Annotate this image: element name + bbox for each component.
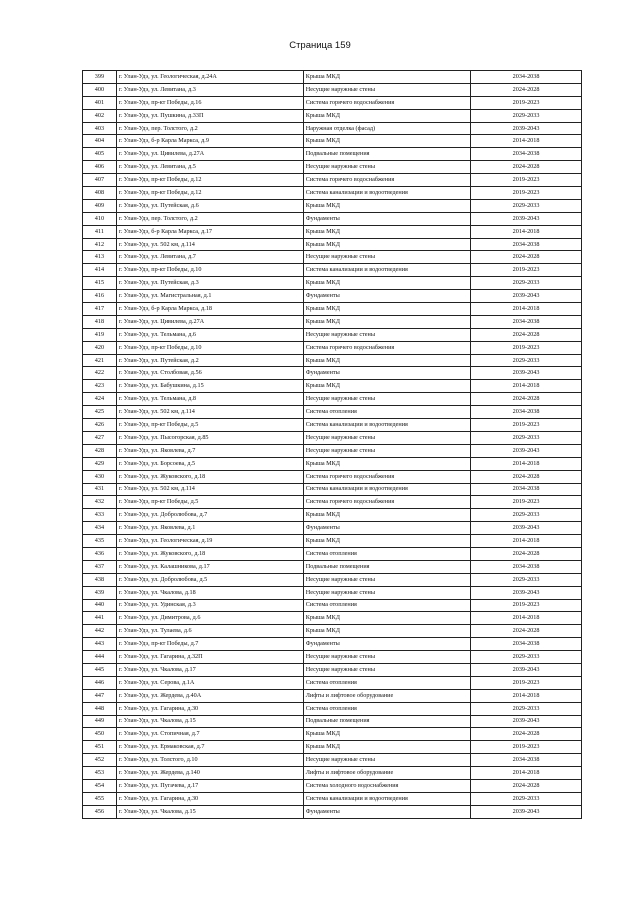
address-cell: г. Улан-Удэ, ул. Левитана, д.5 [116,161,303,174]
work-type-cell: Крыша МКД [303,741,470,754]
table-row [83,496,582,509]
period-cell: 2024-2028 [471,251,582,264]
period-cell: 2039-2043 [471,444,582,457]
row-number-cell: 433 [83,509,117,522]
work-type-cell: Фундаменты [303,367,470,380]
work-type-cell: Несущие наружные стены [303,754,470,767]
work-type-cell: Крыша МКД [303,509,470,522]
row-number-cell: 445 [83,663,117,676]
period-cell: 2039-2043 [471,290,582,303]
work-type-cell: Несущие наружные стены [303,328,470,341]
address-cell: г. Улан-Удэ, ул. Тулаева, д.6 [116,625,303,638]
period-cell: 2034-2038 [471,238,582,251]
row-number-cell: 404 [83,135,117,148]
row-number-cell: 442 [83,625,117,638]
work-type-cell: Крыша МКД [303,71,470,84]
address-cell: г. Улан-Удэ, ул. Путейская, д.3 [116,277,303,290]
row-number-cell: 438 [83,573,117,586]
address-cell: г. Улан-Удэ, б-р Карла Маркса, д.18 [116,303,303,316]
table-row [83,663,582,676]
work-type-cell: Система горячего водоснабжения [303,496,470,509]
table-row [83,792,582,805]
address-cell: г. Улан-Удэ, ул. Яковлева, д.7 [116,444,303,457]
address-cell: г. Улан-Удэ, ул. Пугачева, д.17 [116,779,303,792]
address-cell: г. Улан-Удэ, ул. Путейская, д.6 [116,199,303,212]
table-row [83,174,582,187]
row-number-cell: 409 [83,199,117,212]
address-cell: г. Улан-Удэ, ул. Столбовая, д.56 [116,367,303,380]
table-row [83,264,582,277]
row-number-cell: 435 [83,535,117,548]
period-cell: 2024-2028 [471,393,582,406]
address-cell: г. Улан-Удэ, ул. Геологическая, д.24А [116,71,303,84]
row-number-cell: 455 [83,792,117,805]
table-row [83,586,582,599]
address-cell: г. Улан-Удэ, ул. Левитана, д.3 [116,83,303,96]
address-cell: г. Улан-Удэ, ул. Чкалова, д.15 [116,715,303,728]
table-row [83,96,582,109]
address-cell: г. Улан-Удэ, ул. Стопичная, д.7 [116,728,303,741]
table-row [83,638,582,651]
row-number-cell: 420 [83,341,117,354]
row-number-cell: 422 [83,367,117,380]
work-type-cell: Несущие наружные стены [303,651,470,664]
table-row [83,161,582,174]
table-row [83,328,582,341]
table-row [83,238,582,251]
table-row [83,212,582,225]
table-row [83,728,582,741]
address-cell: г. Улан-Удэ, пр-кт Победы, д.16 [116,96,303,109]
address-cell: г. Улан-Удэ, ул. Добролюбова, д.7 [116,509,303,522]
period-cell: 2029-2033 [471,354,582,367]
table-row [83,754,582,767]
period-cell: 2019-2023 [471,187,582,200]
row-number-cell: 446 [83,676,117,689]
row-number-cell: 413 [83,251,117,264]
table-row [83,779,582,792]
work-type-cell: Крыша МКД [303,380,470,393]
address-cell: г. Улан-Удэ, ул. Цивилева, д.27А [116,315,303,328]
row-number-cell: 406 [83,161,117,174]
table-row [83,676,582,689]
row-number-cell: 447 [83,689,117,702]
table-row [83,573,582,586]
address-cell: г. Улан-Удэ, ул. Серова, д.1А [116,676,303,689]
row-number-cell: 450 [83,728,117,741]
address-cell: г. Улан-Удэ, ул. Геологическая, д.19 [116,535,303,548]
period-cell: 2039-2043 [471,522,582,535]
table-row [83,509,582,522]
period-cell: 2019-2023 [471,496,582,509]
address-cell: г. Улан-Удэ, ул. Гагарина, д.30 [116,702,303,715]
period-cell: 2034-2038 [471,560,582,573]
work-type-cell: Наружная отделка (фасад) [303,122,470,135]
work-type-cell: Крыша МКД [303,625,470,638]
table-row [83,805,582,818]
period-cell: 2014-2018 [471,612,582,625]
work-type-cell: Крыша МКД [303,238,470,251]
row-number-cell: 412 [83,238,117,251]
period-cell: 2034-2038 [471,315,582,328]
work-type-cell: Система канализации и водоотведения [303,483,470,496]
row-number-cell: 448 [83,702,117,715]
work-type-cell: Несущие наружные стены [303,573,470,586]
row-number-cell: 419 [83,328,117,341]
period-cell: 2024-2028 [471,779,582,792]
table-row [83,380,582,393]
table-row [83,135,582,148]
period-cell: 2029-2033 [471,651,582,664]
table-row [83,367,582,380]
work-type-cell: Фундаменты [303,212,470,225]
row-number-cell: 408 [83,187,117,200]
work-type-cell: Крыша МКД [303,135,470,148]
address-cell: г. Улан-Удэ, пр-кт Победы, д.5 [116,419,303,432]
period-cell: 2034-2038 [471,406,582,419]
period-cell: 2024-2028 [471,161,582,174]
row-number-cell: 427 [83,431,117,444]
row-number-cell: 449 [83,715,117,728]
address-cell: г. Улан-Удэ, ул. Бабушкина, д.15 [116,380,303,393]
row-number-cell: 402 [83,109,117,122]
table-row [83,148,582,161]
table-row [83,689,582,702]
row-number-cell: 429 [83,457,117,470]
table-row [83,315,582,328]
table-row [83,599,582,612]
work-type-cell: Лифты и лифтовое оборудование [303,767,470,780]
period-cell: 2014-2018 [471,303,582,316]
period-cell: 2039-2043 [471,715,582,728]
table-row [83,535,582,548]
period-cell: 2019-2023 [471,676,582,689]
address-cell: г. Улан-Удэ, пр-кт Победы, д.12 [116,174,303,187]
period-cell: 2034-2038 [471,754,582,767]
row-number-cell: 456 [83,805,117,818]
row-number-cell: 441 [83,612,117,625]
address-cell: г. Улан-Удэ, ул. 502 км, д.114 [116,406,303,419]
row-number-cell: 437 [83,560,117,573]
address-cell: г. Улан-Удэ, ул. Пушкина, д.33П [116,109,303,122]
row-number-cell: 405 [83,148,117,161]
row-number-cell: 415 [83,277,117,290]
table-row [83,767,582,780]
table-row [83,612,582,625]
period-cell: 2029-2033 [471,109,582,122]
row-number-cell: 431 [83,483,117,496]
page-title: Страница 159 [289,40,351,51]
work-type-cell: Несущие наружные стены [303,586,470,599]
work-type-cell: Несущие наружные стены [303,251,470,264]
table-row [83,625,582,638]
address-cell: г. Улан-Удэ, ул. Чкалова, д.15 [116,805,303,818]
table-row [83,290,582,303]
table-row [83,470,582,483]
address-cell: г. Улан-Удэ, ул. Цивилева, д.27А [116,148,303,161]
period-cell: 2024-2028 [471,83,582,96]
work-type-cell: Несущие наружные стены [303,431,470,444]
table-row [83,547,582,560]
period-cell: 2024-2028 [471,728,582,741]
work-type-cell: Система холодного водоснабжения [303,779,470,792]
address-cell: г. Улан-Удэ, ул. Димитрова, д.6 [116,612,303,625]
table-row [83,522,582,535]
period-cell: 2034-2038 [471,483,582,496]
address-cell: г. Улан-Удэ, ул. 502 км, д.114 [116,238,303,251]
work-type-cell: Фундаменты [303,522,470,535]
work-type-cell: Система горячего водоснабжения [303,341,470,354]
work-type-cell: Крыша МКД [303,457,470,470]
table-row [83,560,582,573]
row-number-cell: 410 [83,212,117,225]
address-cell: г. Улан-Удэ, ул. 502 км, д.114 [116,483,303,496]
table-row [83,199,582,212]
address-cell: г. Улан-Удэ, ул. Жердева, д.40А [116,689,303,702]
address-cell: г. Улан-Удэ, ул. Калашникова, д.17 [116,560,303,573]
table-row [83,251,582,264]
work-type-cell: Несущие наружные стены [303,161,470,174]
work-type-cell: Несущие наружные стены [303,663,470,676]
period-cell: 2034-2038 [471,148,582,161]
work-type-cell: Подвальные помещения [303,715,470,728]
period-cell: 2029-2033 [471,277,582,290]
period-cell: 2039-2043 [471,367,582,380]
row-number-cell: 421 [83,354,117,367]
row-number-cell: 426 [83,419,117,432]
address-cell: г. Улан-Удэ, ул. Левитана, д.7 [116,251,303,264]
row-number-cell: 416 [83,290,117,303]
table-row [83,109,582,122]
address-cell: г. Улан-Удэ, ул. Тельмана, д.8 [116,393,303,406]
row-number-cell: 417 [83,303,117,316]
period-cell: 2019-2023 [471,96,582,109]
address-cell: г. Улан-Удэ, ул. Чкалова, д.17 [116,663,303,676]
address-cell: г. Улан-Удэ, ул. Яковлева, д.1 [116,522,303,535]
address-cell: г. Улан-Удэ, пр-кт Победы, д.12 [116,187,303,200]
period-cell: 2019-2023 [471,741,582,754]
table-row [83,187,582,200]
address-cell: г. Улан-Удэ, ул. Жуковского, д.18 [116,470,303,483]
period-cell: 2019-2023 [471,174,582,187]
work-type-cell: Крыша МКД [303,277,470,290]
period-cell: 2029-2033 [471,573,582,586]
period-cell: 2019-2023 [471,341,582,354]
work-type-cell: Несущие наружные стены [303,83,470,96]
row-number-cell: 425 [83,406,117,419]
period-cell: 2014-2018 [471,457,582,470]
address-cell: г. Улан-Удэ, ул. Жуковского, д.18 [116,547,303,560]
table-row [83,483,582,496]
address-cell: г. Улан-Удэ, ул. Борсоева, д.5 [116,457,303,470]
address-cell: г. Улан-Удэ, ул. Путейская, д.2 [116,354,303,367]
period-cell: 2014-2018 [471,225,582,238]
work-type-cell: Фундаменты [303,290,470,303]
row-number-cell: 400 [83,83,117,96]
period-cell: 2019-2023 [471,599,582,612]
work-type-cell: Система канализации и водоотведения [303,187,470,200]
period-cell: 2029-2033 [471,431,582,444]
work-type-cell: Крыша МКД [303,109,470,122]
work-type-cell: Крыша МКД [303,303,470,316]
work-type-cell: Система канализации и водоотведения [303,792,470,805]
work-type-cell: Система канализации и водоотведения [303,419,470,432]
address-cell: г. Улан-Удэ, ул. Ермаковская, д.7 [116,741,303,754]
address-cell: г. Улан-Удэ, ул. Магистральная, д.1 [116,290,303,303]
address-cell: г. Улан-Удэ, ул. Толстого, д.10 [116,754,303,767]
row-number-cell: 428 [83,444,117,457]
address-cell: г. Улан-Удэ, ул. Жердева, д.140 [116,767,303,780]
row-number-cell: 403 [83,122,117,135]
period-cell: 2029-2033 [471,509,582,522]
row-number-cell: 401 [83,96,117,109]
period-cell: 2029-2033 [471,199,582,212]
row-number-cell: 440 [83,599,117,612]
work-type-cell: Система горячего водоснабжения [303,470,470,483]
row-number-cell: 439 [83,586,117,599]
row-number-cell: 451 [83,741,117,754]
work-type-cell: Крыша МКД [303,354,470,367]
work-type-cell: Крыша МКД [303,612,470,625]
address-cell: г. Улан-Удэ, пер. Толстого, д.2 [116,212,303,225]
repair-schedule-table [82,70,582,819]
work-type-cell: Несущие наружные стены [303,444,470,457]
address-cell: г. Улан-Удэ, б-р Карла Маркса, д.17 [116,225,303,238]
table-row [83,431,582,444]
address-cell: г. Улан-Удэ, б-р Карла Маркса, д.9 [116,135,303,148]
work-type-cell: Система отопления [303,547,470,560]
row-number-cell: 430 [83,470,117,483]
address-cell: г. Улан-Удэ, ул. Гагарина, д.30 [116,792,303,805]
table-row [83,393,582,406]
row-number-cell: 443 [83,638,117,651]
address-cell: г. Улан-Удэ, пер. Толстого, д.2 [116,122,303,135]
period-cell: 2029-2033 [471,702,582,715]
row-number-cell: 411 [83,225,117,238]
table-row [83,419,582,432]
period-cell: 2024-2028 [471,625,582,638]
work-type-cell: Система горячего водоснабжения [303,174,470,187]
table-row [83,457,582,470]
row-number-cell: 436 [83,547,117,560]
table-body [83,71,582,819]
table-row [83,341,582,354]
row-number-cell: 424 [83,393,117,406]
work-type-cell: Система отопления [303,702,470,715]
table-row [83,702,582,715]
table-row [83,122,582,135]
period-cell: 2024-2028 [471,328,582,341]
work-type-cell: Крыша МКД [303,728,470,741]
work-type-cell: Несущие наружные стены [303,393,470,406]
period-cell: 2014-2018 [471,767,582,780]
row-number-cell: 453 [83,767,117,780]
address-cell: г. Улан-Удэ, ул. Пысогорская, д.85 [116,431,303,444]
work-type-cell: Подвальные помещения [303,148,470,161]
address-cell: г. Улан-Удэ, ул. Удинская, д.3 [116,599,303,612]
period-cell: 2014-2018 [471,380,582,393]
work-type-cell: Фундаменты [303,805,470,818]
work-type-cell: Система отопления [303,676,470,689]
row-number-cell: 418 [83,315,117,328]
table-row [83,71,582,84]
work-type-cell: Подвальные помещения [303,560,470,573]
period-cell: 2034-2038 [471,71,582,84]
work-type-cell: Крыша МКД [303,535,470,548]
address-cell: г. Улан-Удэ, ул. Тельмана, д.6 [116,328,303,341]
address-cell: г. Улан-Удэ, ул. Чкалова, д.18 [116,586,303,599]
address-cell: г. Улан-Удэ, пр-кт Победы, д.5 [116,496,303,509]
period-cell: 2019-2023 [471,264,582,277]
address-cell: г. Улан-Удэ, пр-кт Победы, д.7 [116,638,303,651]
period-cell: 2039-2043 [471,122,582,135]
period-cell: 2039-2043 [471,212,582,225]
period-cell: 2019-2023 [471,419,582,432]
work-type-cell: Крыша МКД [303,315,470,328]
table-row [83,651,582,664]
period-cell: 2014-2018 [471,535,582,548]
address-cell: г. Улан-Удэ, ул. Добролюбова, д.5 [116,573,303,586]
period-cell: 2039-2043 [471,805,582,818]
row-number-cell: 399 [83,71,117,84]
row-number-cell: 414 [83,264,117,277]
work-type-cell: Система отопления [303,599,470,612]
table-row [83,225,582,238]
table-row [83,83,582,96]
table-row [83,741,582,754]
work-type-cell: Система горячего водоснабжения [303,96,470,109]
period-cell: 2014-2018 [471,689,582,702]
table-row [83,303,582,316]
period-cell: 2024-2028 [471,470,582,483]
table-row [83,715,582,728]
period-cell: 2014-2018 [471,135,582,148]
work-type-cell: Крыша МКД [303,199,470,212]
row-number-cell: 452 [83,754,117,767]
work-type-cell: Система отопления [303,406,470,419]
work-type-cell: Фундаменты [303,638,470,651]
row-number-cell: 407 [83,174,117,187]
address-cell: г. Улан-Удэ, пр-кт Победы, д.10 [116,341,303,354]
period-cell: 2029-2033 [471,792,582,805]
row-number-cell: 423 [83,380,117,393]
row-number-cell: 434 [83,522,117,535]
table-row [83,406,582,419]
period-cell: 2024-2028 [471,547,582,560]
row-number-cell: 444 [83,651,117,664]
address-cell: г. Улан-Удэ, пр-кт Победы, д.10 [116,264,303,277]
work-type-cell: Крыша МКД [303,225,470,238]
period-cell: 2039-2043 [471,586,582,599]
table-row [83,277,582,290]
row-number-cell: 432 [83,496,117,509]
table-row [83,354,582,367]
row-number-cell: 454 [83,779,117,792]
period-cell: 2034-2038 [471,638,582,651]
address-cell: г. Улан-Удэ, ул. Гагарина, д.32П [116,651,303,664]
table-row [83,444,582,457]
work-type-cell: Система канализации и водоотведения [303,264,470,277]
work-type-cell: Лифты и лифтовое оборудование [303,689,470,702]
period-cell: 2039-2043 [471,663,582,676]
